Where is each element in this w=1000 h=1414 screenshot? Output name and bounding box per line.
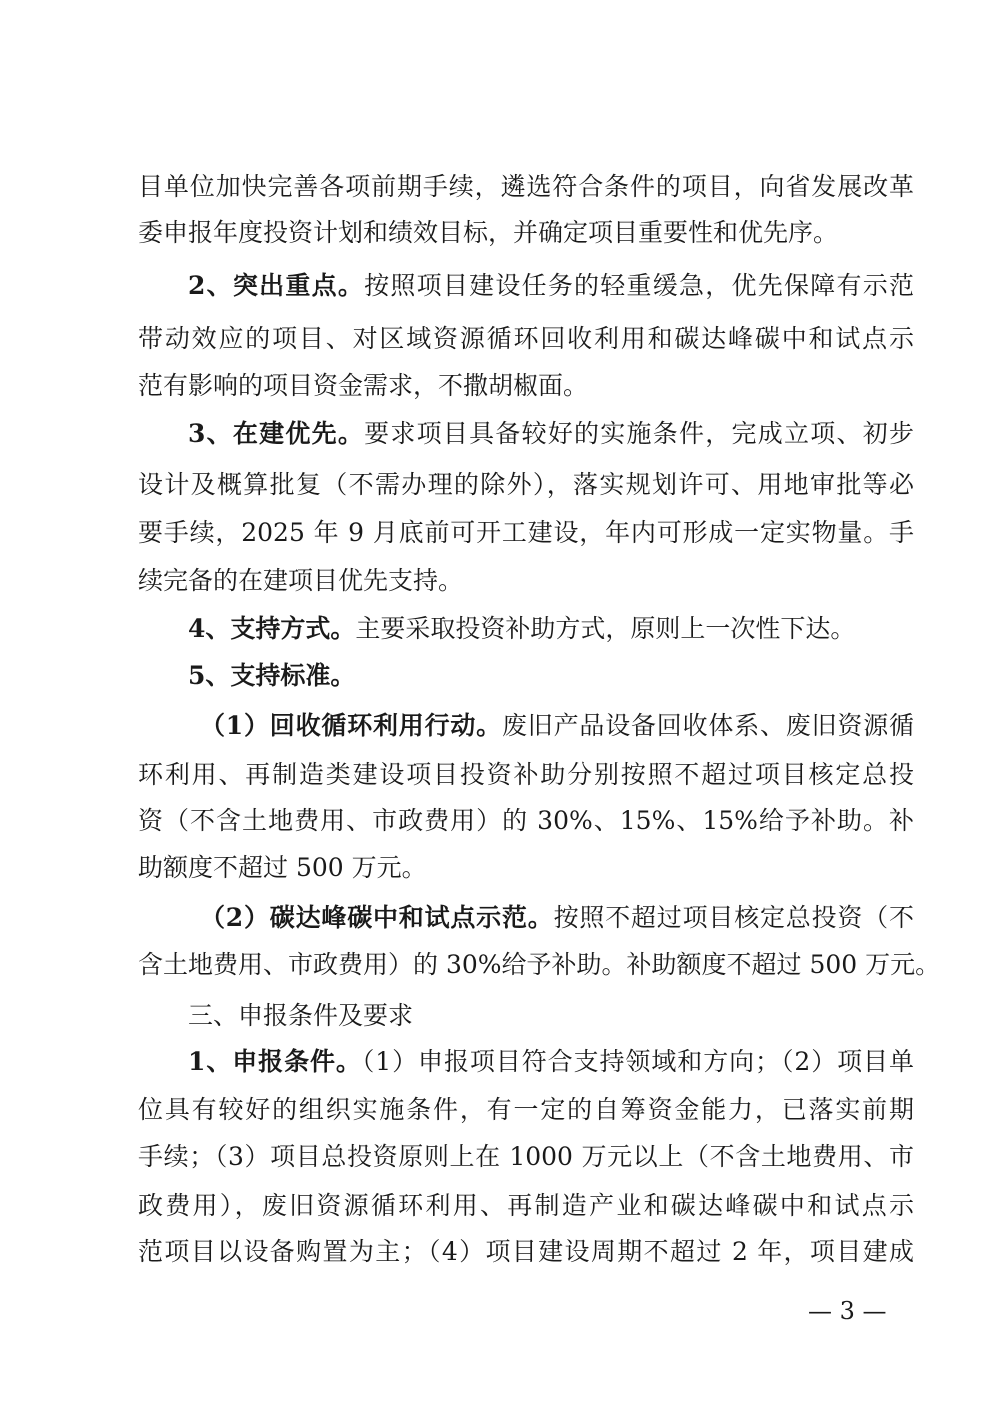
paragraph-heading: 1、申报条件。 bbox=[188, 1047, 362, 1076]
text-line: 要手续，2025 年 9 月底前可开工建设，年内可形成一定实物量。手 bbox=[138, 518, 914, 547]
text-line: 政费用），废旧资源循环利用、再制造产业和碳达峰碳中和试点示 bbox=[138, 1191, 914, 1220]
page-number: — 3 — bbox=[808, 1297, 887, 1325]
paragraph-text: 废旧产品设备回收体系、废旧资源循 bbox=[502, 711, 914, 740]
text-line: 带动效应的项目、对区域资源循环回收利用和碳达峰碳中和试点示 bbox=[138, 324, 914, 353]
text-line: 范有影响的项目资金需求，不撒胡椒面。 bbox=[138, 371, 589, 400]
text-line: 位具有较好的组织实施条件，有一定的自筹资金能力，已落实前期 bbox=[138, 1095, 914, 1124]
paragraph-text: 主要采取投资补助方式，原则上一次性下达。 bbox=[355, 614, 856, 643]
paragraph-text: 要求项目具备较好的实施条件，完成立项、初步 bbox=[364, 419, 914, 448]
paragraph-heading: 4、支持方式。 bbox=[188, 614, 356, 643]
text-line: 范项目以设备购置为主；（4）项目建设周期不超过 2 年，项目建成 bbox=[138, 1237, 914, 1266]
section-heading: 三、申报条件及要求 bbox=[188, 1001, 414, 1030]
paragraph-heading: 5、支持标准。 bbox=[188, 661, 356, 690]
text-line: 手续；（3）项目总投资原则上在 1000 万元以上（不含土地费用、市 bbox=[138, 1142, 914, 1171]
paragraph-heading: 2、突出重点。 bbox=[188, 271, 365, 300]
paragraph-text: 按照不超过项目核定总投资（不 bbox=[553, 903, 914, 932]
text-line: 环利用、再制造类建设项目投资补助分别按照不超过项目核定总投 bbox=[138, 760, 914, 789]
paragraph-first-line bbox=[188, 656, 914, 696]
text-line: 含土地费用、市政费用）的 30%给予补助。补助额度不超过 500 万元。 bbox=[138, 950, 941, 979]
text-line: 助额度不超过 500 万元。 bbox=[138, 853, 427, 882]
paragraph-first-line bbox=[200, 898, 914, 938]
text-line: 委申报年度投资计划和绩效目标，并确定项目重要性和优先序。 bbox=[138, 218, 839, 247]
paragraph-heading: （1）回收循环利用行动。 bbox=[200, 711, 502, 740]
paragraph-first-line bbox=[188, 1042, 914, 1082]
paragraph-first-line bbox=[200, 706, 914, 746]
text-line: 设计及概算批复（不需办理的除外），落实规划许可、用地审批等必 bbox=[138, 470, 914, 499]
paragraph-heading: 3、在建优先。 bbox=[188, 419, 365, 448]
paragraph-heading: （2）碳达峰碳中和试点示范。 bbox=[200, 903, 554, 932]
paragraph-first-line bbox=[188, 414, 914, 454]
text-line: 续完备的在建项目优先支持。 bbox=[138, 566, 464, 595]
text-line: 资（不含土地费用、市政费用）的 30%、15%、15%给予补助。补 bbox=[138, 806, 914, 835]
text-line: 目单位加快完善各项前期手续，遴选符合条件的项目，向省发展改革 bbox=[138, 172, 914, 201]
paragraph-text: 按照项目建设任务的轻重缓急，优先保障有示范 bbox=[364, 271, 914, 300]
paragraph-first-line bbox=[188, 609, 914, 649]
paragraph-text: （1）申报项目符合支持领域和方向；（2）项目单 bbox=[361, 1047, 914, 1076]
paragraph-first-line bbox=[188, 266, 914, 306]
